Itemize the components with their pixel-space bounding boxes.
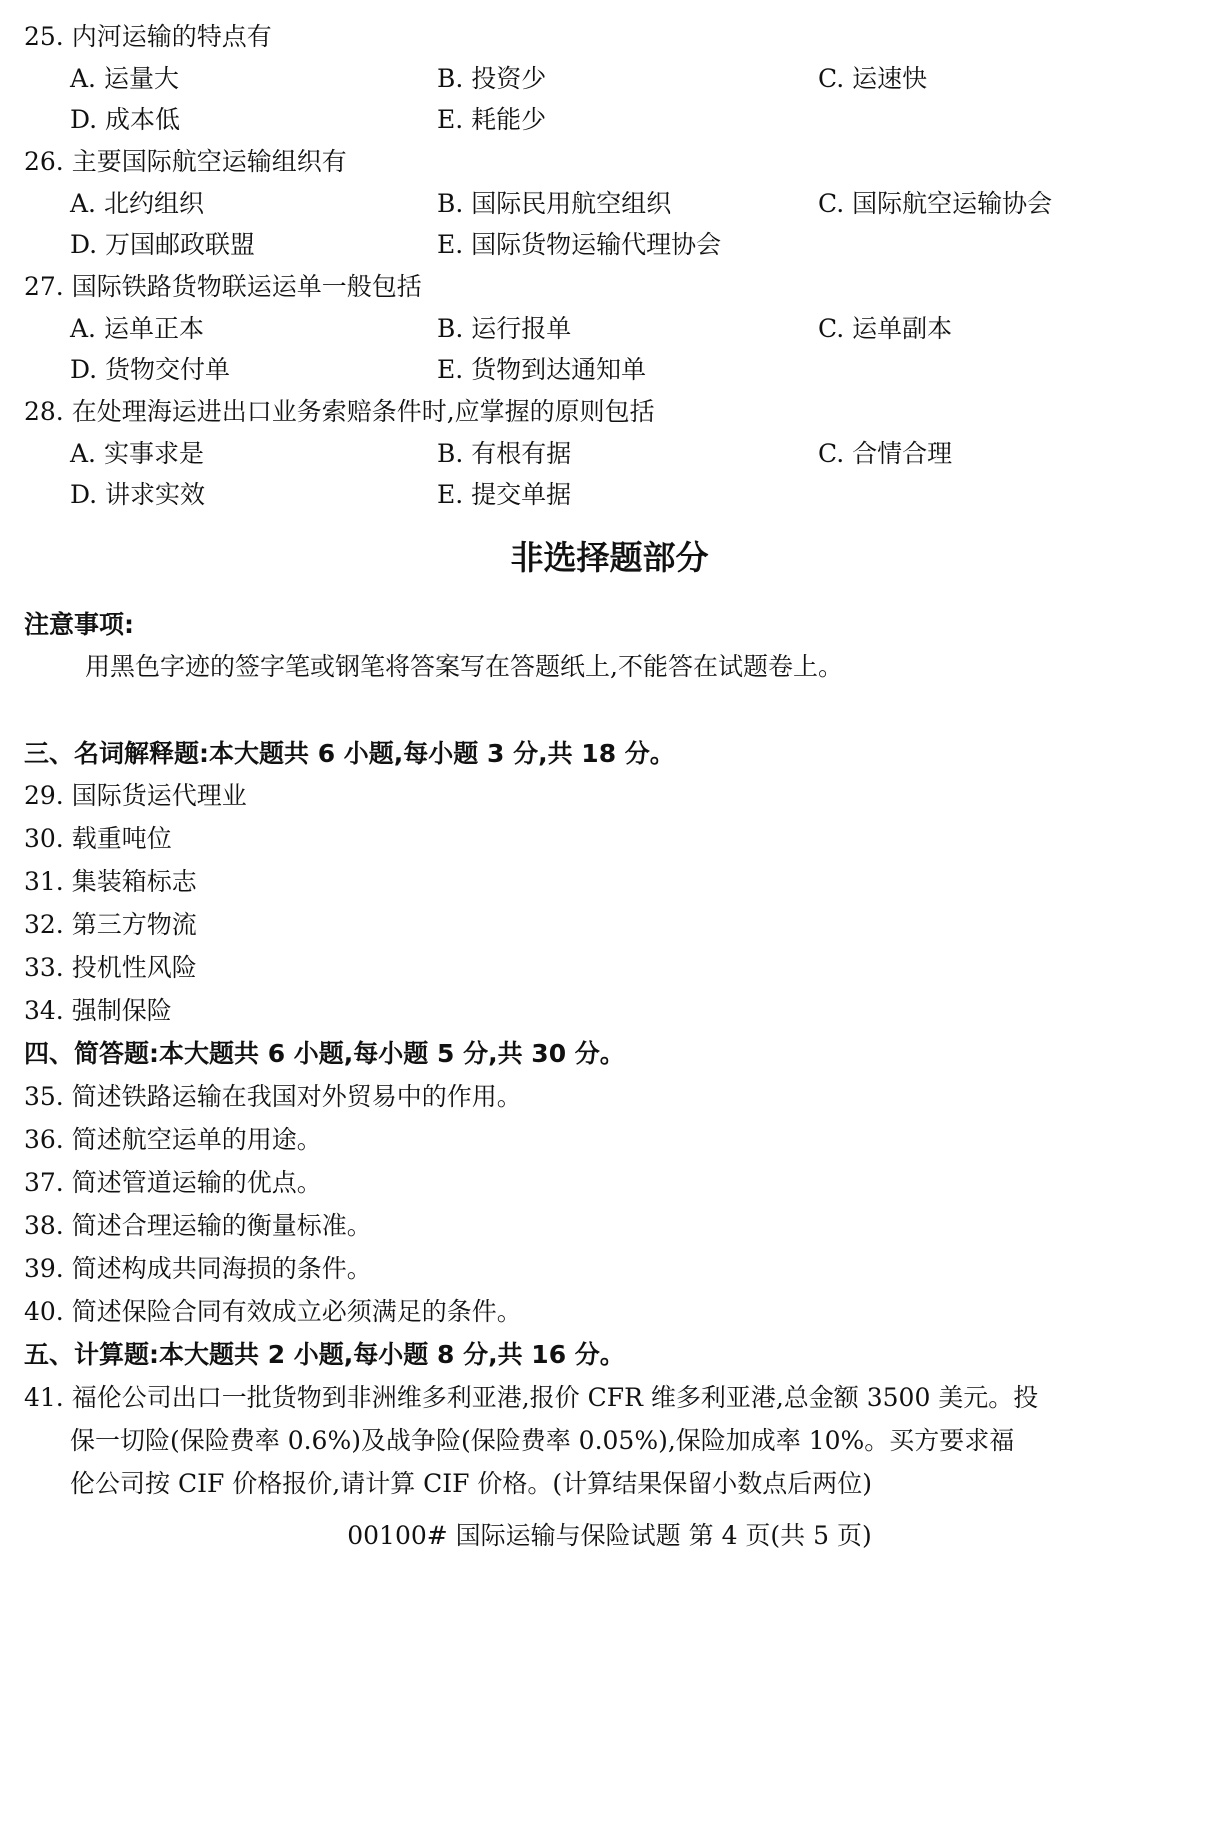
option: E. 国际货物运输代理协会 [437,230,722,259]
list-item: 33. 投机性风险 [24,953,197,982]
option: E. 耗能少 [437,105,547,134]
list-item: 29. 国际货运代理业 [24,781,247,810]
list-item: 34. 强制保险 [24,996,172,1025]
page-footer: 00100# 国际运输与保险试题 第 4 页(共 5 页) [347,1521,872,1550]
option: A. 实事求是 [70,439,204,468]
option: C. 国际航空运输协会 [818,189,1053,218]
option: C. 合情合理 [818,439,953,468]
question-stem: 26. 主要国际航空运输组织有 [24,147,347,176]
option: B. 运行报单 [437,314,572,343]
list-item: 32. 第三方物流 [24,910,197,939]
option: E. 提交单据 [437,480,572,509]
option: A. 运量大 [70,64,179,93]
option: E. 货物到达通知单 [437,355,647,384]
option: D. 万国邮政联盟 [70,230,256,259]
option: D. 讲求实效 [70,480,206,509]
list-item: 36. 简述航空运单的用途。 [24,1125,322,1154]
question-stem: 27. 国际铁路货物联运运单一般包括 [24,272,422,301]
list-item: 31. 集装箱标志 [24,867,197,896]
notice-body: 用黑色字迹的签字笔或钢笔将答案写在答题纸上,不能答在试题卷上。 [85,652,843,681]
section-heading: 五、计算题:本大题共 2 小题,每小题 8 分,共 16 分。 [24,1340,625,1369]
option: A. 北约组织 [70,189,204,218]
list-item: 35. 简述铁路运输在我国对外贸易中的作用。 [24,1082,522,1111]
option: D. 货物交付单 [70,355,231,384]
calc-question-line: 伦公司按 CIF 价格报价,请计算 CIF 价格。(计算结果保留小数点后两位) [70,1469,872,1498]
list-item: 40. 简述保险合同有效成立必须满足的条件。 [24,1297,522,1326]
calc-question-line: 41. 福伦公司出口一批货物到非洲维多利亚港,报价 CFR 维多利亚港,总金额 3500 美元。投 [24,1383,1039,1412]
question-stem: 28. 在处理海运进出口业务索赔条件时,应掌握的原则包括 [24,397,655,426]
list-item: 39. 简述构成共同海损的条件。 [24,1254,372,1283]
list-item: 37. 简述管道运输的优点。 [24,1168,322,1197]
list-item: 30. 载重吨位 [24,824,172,853]
section-heading: 三、名词解释题:本大题共 6 小题,每小题 3 分,共 18 分。 [24,739,675,768]
option: D. 成本低 [70,105,181,134]
list-item: 38. 简述合理运输的衡量标准。 [24,1211,372,1240]
option: A. 运单正本 [70,314,204,343]
option: B. 国际民用航空组织 [437,189,672,218]
option: B. 有根有据 [437,439,572,468]
section-heading: 四、简答题:本大题共 6 小题,每小题 5 分,共 30 分。 [24,1039,625,1068]
notice-heading: 注意事项: [24,610,134,639]
option: C. 运速快 [818,64,928,93]
calc-question-line: 保一切险(保险费率 0.6%)及战争险(保险费率 0.05%),保险加成率 10%。买方要求福 [70,1426,1015,1455]
section-title: 非选择题部分 [510,538,709,577]
question-stem: 25. 内河运输的特点有 [24,22,272,51]
option: C. 运单副本 [818,314,953,343]
option: B. 投资少 [437,64,547,93]
